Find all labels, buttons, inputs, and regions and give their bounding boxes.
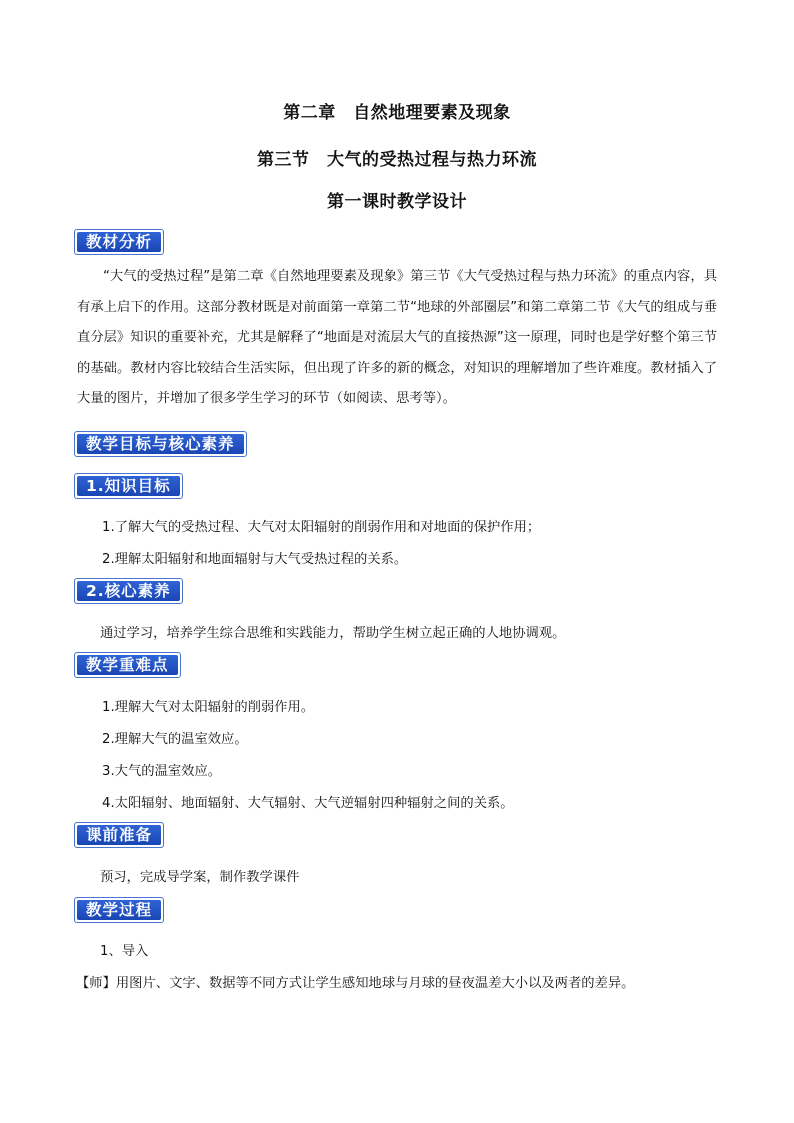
preparation-text: 预习，完成导学案，制作教学课件 — [100, 870, 300, 885]
knowledge-item-1: 1.了解大气的受热过程、大气对太阳辐射的削弱作用和对地面的保护作用； — [102, 520, 541, 535]
preparation-heading: 课前准备 — [77, 825, 161, 845]
chapter-title: 第二章 自然地理要素及现象 — [283, 103, 511, 123]
keypoints-heading: 教学重难点 — [77, 655, 178, 675]
analysis-heading-badge — [74, 229, 164, 255]
process-heading-badge — [74, 897, 164, 923]
knowledge-item-2: 2.理解太阳辐射和地面辐射与大气受热过程的关系。 — [102, 552, 408, 567]
keypoint-item-4: 4.太阳辐射、地面辐射、大气辐射、大气逆辐射四种辐射之间的关系。 — [102, 796, 514, 811]
process-step: 1、导入 — [100, 944, 149, 959]
process-heading: 教学过程 — [77, 900, 161, 920]
goals-heading: 教学目标与核心素养 — [77, 434, 244, 454]
knowledge-heading-badge — [74, 473, 183, 499]
preparation-heading-badge — [74, 822, 164, 848]
knowledge-heading: 1.知识目标 — [77, 476, 180, 496]
literacy-heading-badge — [74, 578, 183, 604]
lesson-title: 第一课时教学设计 — [327, 192, 467, 212]
keypoint-item-2: 2.理解大气的温室效应。 — [102, 732, 248, 747]
section-title: 第三节 大气的受热过程与热力环流 — [257, 150, 537, 170]
analysis-heading: 教材分析 — [77, 232, 161, 252]
keypoint-item-3: 3.大气的温室效应。 — [102, 764, 222, 779]
literacy-heading: 2.核心素养 — [77, 581, 180, 601]
literacy-text: 通过学习，培养学生综合思维和实践能力，帮助学生树立起正确的人地协调观。 — [100, 626, 566, 641]
keypoints-heading-badge — [74, 652, 181, 678]
process-teacher-line: 【师】用图片、文字、数据等不同方式让学生感知地球与月球的昼夜温差大小以及两者的差异。 — [76, 976, 635, 991]
goals-heading-badge — [74, 431, 247, 457]
analysis-paragraph: “大气的受热过程”是第二章《自然地理要素及现象》第三节《大气受热过程与热力环流》的重点内容，具有承上启下的作用。这部分教材既是对前面第一章第二节“地球的外部圈层”和第二章第二节《大气的组成与垂直分层》知识的重要补充，尤其是解释了“地面是对流层大气的直接热源”这一原理，同时也是学好整个第三节的基础。教材内容比较结合生活实际，但出现了许多的新的概念，对知识的理解增加了些许难度。教材插入了大量的图片，并增加了很多学生学习的环节（如阅读、思考等）。 — [77, 269, 717, 406]
keypoint-item-1: 1.理解大气对太阳辐射的削弱作用。 — [102, 700, 315, 715]
